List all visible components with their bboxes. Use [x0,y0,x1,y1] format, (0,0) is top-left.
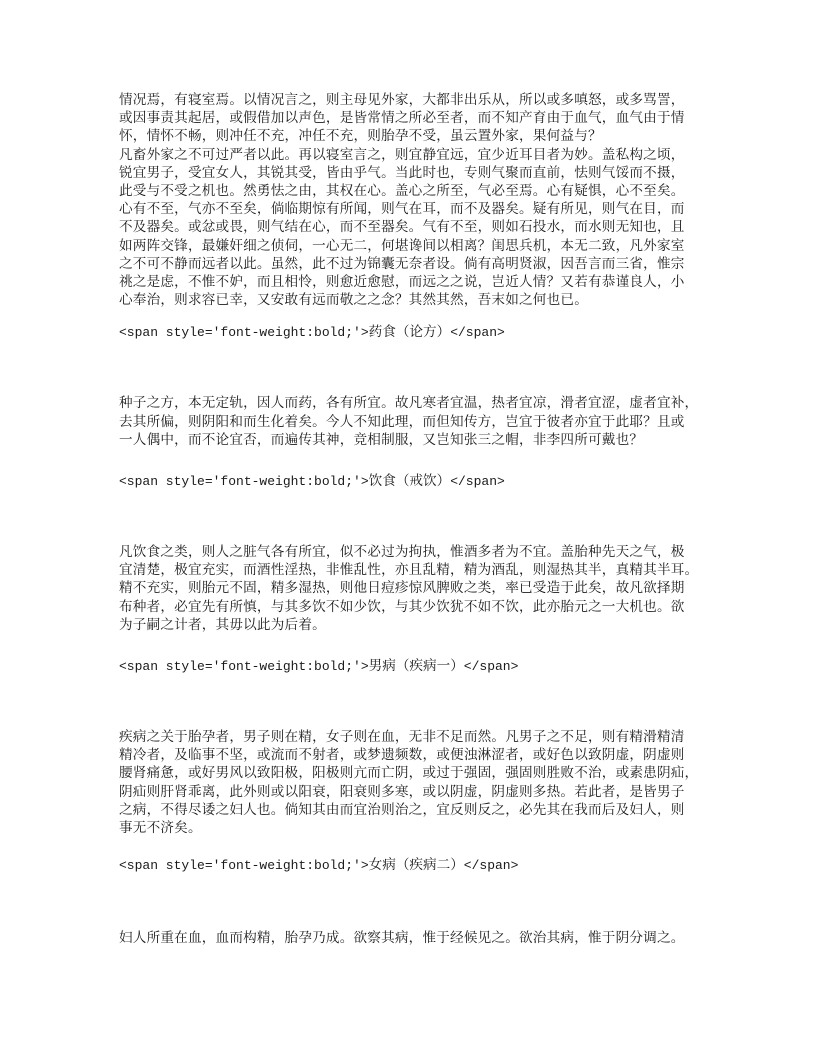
text-line: 宜清楚，极宜充实，而酒性淫热，非惟乱性，亦且乱精，精为酒乱，则湿热其半，真精其半耳。 [119,562,699,579]
text-line: 心有不至，气亦不至矣，倘临期惊有所闻，则气在耳，而不及器矣。疑有所见，则气在目，而 [119,201,685,218]
section-heading-yaoshi [119,323,699,342]
text-line: 心奉治，则求容已幸，又安敢有远而敬之之念？其然其然，吾末如之何也已。 [119,292,588,309]
text-line: 一人偶中，而不论宜否，而遍传其神，竞相制服，又岂知张三之帽，非李四所可戴也？ [119,431,644,448]
section-heading-yinshi [119,472,699,491]
paragraph-yinshi [119,543,699,634]
text-line: 种子之方，本无定轨，因人而药，各有所宜。故凡寒者宜温，热者宜凉，滑者宜涩，虚者宜补， [119,395,699,412]
heading-markup-close: </span> [450,325,505,341]
heading-markup-close: </span> [463,858,519,874]
heading-title: 女病（疾病二） [368,857,464,874]
paragraph-nvbing [119,929,699,947]
text-line: 不及器矣。或忿或畏，则气结在心，而不至器矣。气有不至，则如石投水，而水则无知也，且 [119,219,685,236]
text-line: 阴疝则肝肾乖离，此外则或以阳衰，阳衰则多寒，或以阴虚，阴虚则多热。若此者，是皆男子 [119,783,685,800]
heading-title: 药食（论方） [368,324,451,341]
heading-title: 饮食（戒饮） [368,473,451,490]
text-line: 之不可不静而远者以此。虽然，此不过为锦囊无奈者设。倘有高明贤淑，因吾言而三省，惟宗 [119,255,685,272]
heading-title: 男病（疾病一） [368,658,464,675]
text-line: 为子嗣之计者，其毋以此为后着。 [119,616,326,633]
text-line: 妇人所重在血，血而构精，胎孕乃成。欲察其病，惟于经候见之。欲治其病，惟于阴分调之。 [119,930,685,947]
heading-markup-close: </span> [450,474,505,490]
text-line: 凡畜外家之不可过严者以此。再以寝室言之，则宜静宜远，宜少近耳目者为妙。盖私构之顷， [119,146,685,163]
text-line: 锐宜男子，受宜女人，其锐其受，皆由乎气。当此时也，专则气聚而直前，怯则气馁而不摄， [119,164,685,181]
section-heading-nanbing [119,657,699,676]
heading-markup-open: <span style='font-weight:bold;'> [119,474,369,490]
text-line: 精冷者，及临事不坚，或流而不射者，或梦遗频数，或便浊淋涩者，或好色以致阴虚，阴虚则 [119,747,685,764]
heading-markup-close: </span> [463,659,519,675]
text-line: 之病，不得尽诿之妇人也。倘知其由而宜治则治之，宜反则反之，必先其在我而后及妇人，则 [119,801,685,818]
text-line: 此受与不受之机也。然勇怯之由，其权在心。盖心之所至，气必至焉。心有疑惧，心不至矣。 [119,183,685,200]
text-line: 疾病之关于胎孕者，男子则在精，女子则在血，无非不足而然。凡男子之不足，则有精滑精清 [119,729,685,746]
document-page [119,91,699,947]
text-line: 腰肾痛惫，或好男风以致阳极，阳极则亢而亡阴，或过于强固，强固则胜败不治，或素患阴疝， [119,765,699,782]
text-line: 事无不济矣。 [119,820,202,837]
paragraph-nanbing [119,728,699,837]
paragraph-yaoshi [119,394,699,449]
text-line: 凡饮食之类，则人之脏气各有所宜，似不必过为拘执，惟酒多者为不宜。盖胎种先天之气，极 [119,544,685,561]
heading-markup-open: <span style='font-weight:bold;'> [119,325,369,341]
section-heading-nvbing [119,856,699,875]
paragraph-waijia-qinshi [119,91,699,309]
heading-markup-open: <span style='font-weight:bold;'> [119,858,369,874]
text-line: 祧之是虑，不惟不妒，而且相怜，则愈近愈慰，而远之之说，岂近人情？又若有恭谨良人，小 [119,274,685,291]
text-line: 怀，情怀不畅，则冲任不充，冲任不充，则胎孕不受，虽云置外家，果何益与？ [119,128,602,145]
text-line: 如两阵交锋，最嫌奸细之侦伺，一心无二，何堪谗间以相离？闺思兵机，本无二致，凡外家室 [119,237,685,254]
heading-markup-open: <span style='font-weight:bold;'> [119,659,369,675]
text-line: 或因事责其起居，或假借加以声色，是皆常情之所必至者，而不知产育由于血气，血气由于情 [119,110,685,127]
text-line: 精不充实，则胎元不固，精多湿热，则他日痘疹惊风脾败之类，率已受造于此矣，故凡欲择期 [119,580,685,597]
text-line: 去其所偏，则阴阳和而生化着矣。今人不知此理，而但知传方，岂宜于彼者亦宜于此耶？且或 [119,413,685,430]
text-line: 情况焉，有寝室焉。以情况言之，则主母见外家，大都非出乐从，所以或多嗔怒，或多骂詈， [119,92,685,108]
text-line: 布种者，必宜先有所慎，与其多饮不如少饮，与其少饮犹不如不饮，此亦胎元之一大机也。欲 [119,598,685,615]
